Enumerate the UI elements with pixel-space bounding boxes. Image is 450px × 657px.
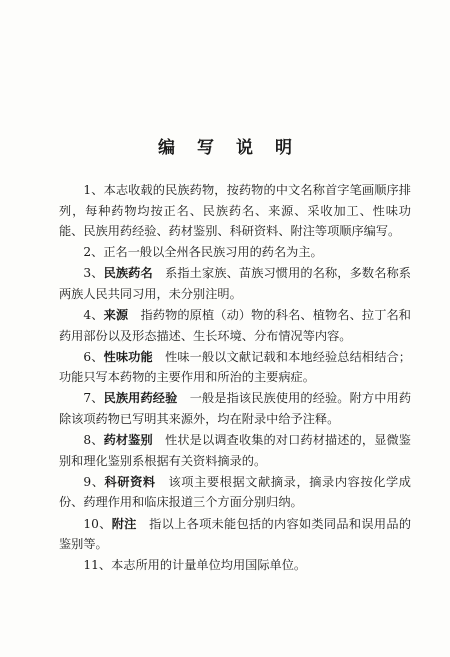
paragraph-8 [59,430,411,471]
paragraph-number: 4、 [83,308,104,323]
paragraph-text: 本志所用的计量单位均用国际单位。 [111,558,307,573]
paragraph-heading: 药材鉴别 [103,433,166,448]
paragraph-text: 系指土家族、苗族习惯用的名称，多数名称系两族人民共同习用，未分别注明。 [59,266,411,301]
paragraph-heading: 附注 [111,516,150,531]
paragraph-number: 11、 [83,558,112,573]
paragraph-text: 正名一般以全州各民族习用的药名为主。 [103,245,323,260]
paragraph-6 [59,347,411,388]
paragraph-text: 性状是以调查收集的对口药材描述的，显微鉴别和理化鉴别系根据有关资料摘录的。 [59,433,411,468]
paragraph-text: 一般是指该民族使用的经验。附方中用药除该项药物已写明其来源外，均在附录中给予注释。 [59,391,412,427]
paragraph-10 [59,514,411,555]
page-title: 编写说明 [158,138,314,158]
paragraph-4 [59,305,411,346]
paragraph-number: 1、 [83,183,104,197]
paragraph-heading: 性味功能 [103,349,166,364]
body-text [59,180,411,576]
paragraph-9 [59,472,411,513]
paragraph-number: 7、 [83,391,104,406]
paragraph-number: 6、 [83,349,104,364]
paragraph-heading: 科研资料 [104,474,169,489]
paragraph-number: 9、 [83,474,105,489]
paragraph-number: 3、 [83,266,104,281]
paragraph-text: 该项主要根据文献摘录，摘录内容按化学成份、药理作用和临床报道三个方面分别归纳。 [59,474,411,510]
paragraph-3 [59,263,411,304]
paragraph-number: 2、 [83,245,104,260]
paragraph-heading: 来源 [103,308,141,323]
paragraph-text: 指药物的原植（动）物的科名、植物名、拉丁名和药用部份以及形态描述、生长环境、分布情况等内容。 [59,308,411,343]
paragraph-text: 本志收载的民族药物，按药物的中文名称首字笔画顺序排列，每种药物均按正名、民族药名、来源、采收加工、性味功能、民族用药经验、药材鉴别、科研资料、附注等项顺序编写。 [59,183,411,239]
paragraph-heading: 民族药名 [103,266,166,281]
paragraph-number: 8、 [83,433,104,448]
paragraph-text: 性味一般以文献记载和本地经验总结相结合；功能只写本药物的主要作用和所治的主要病症。 [59,349,411,385]
paragraph-2 [59,242,411,263]
paragraph-heading: 民族用药经验 [103,391,190,406]
paragraph-number: 10、 [83,516,112,531]
paragraph-1 [59,180,411,242]
paragraph-text: 指以上各项未能包括的内容如类同品和误用品的鉴别等。 [59,516,412,552]
paragraph-7 [59,388,411,429]
paragraph-11 [59,555,411,576]
